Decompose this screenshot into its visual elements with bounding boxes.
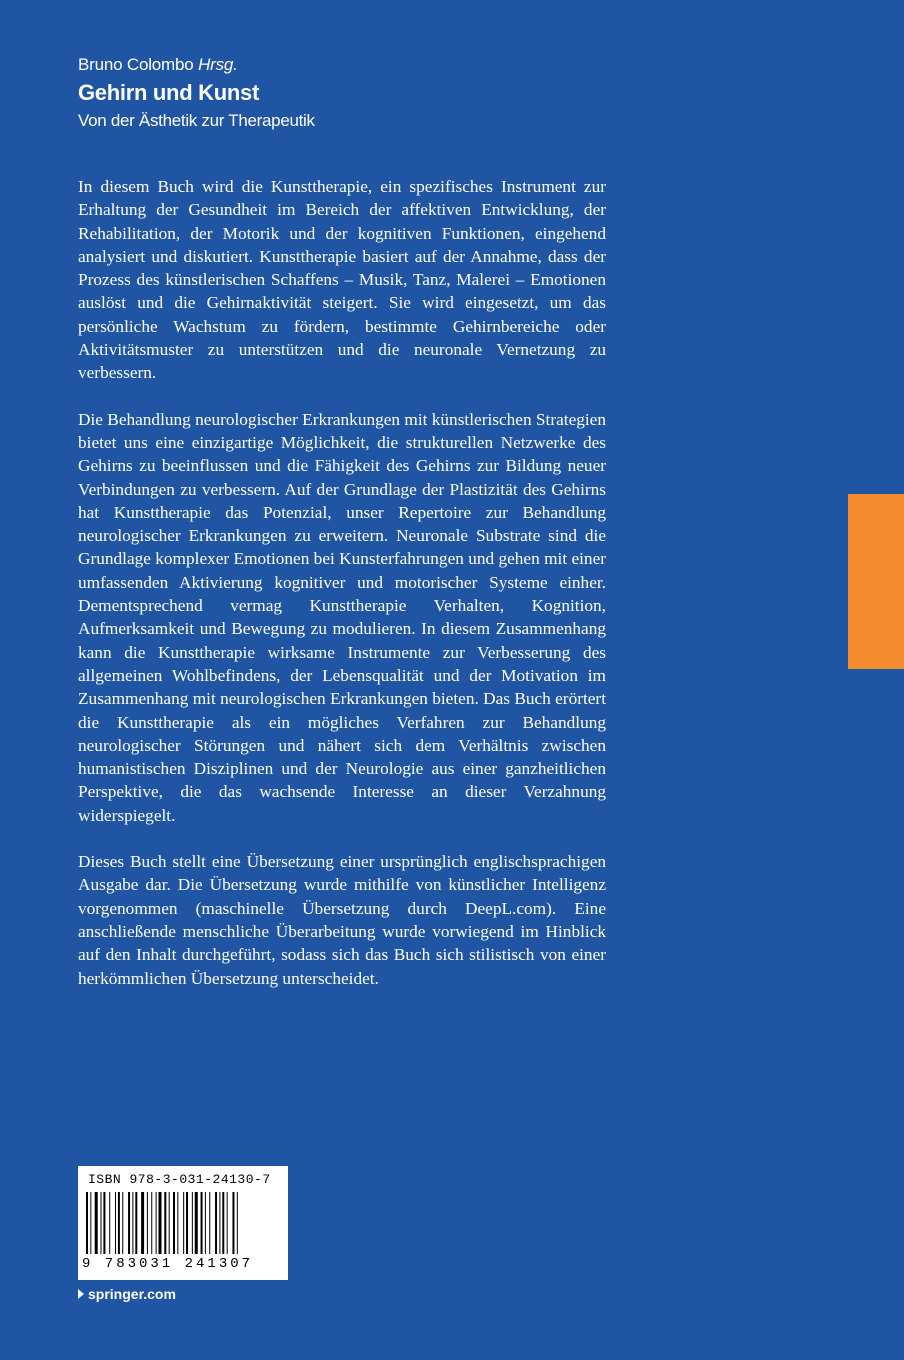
isbn-label: ISBN 978-3-031-24130-7: [88, 1172, 271, 1187]
cover-header: [78, 52, 638, 134]
book-title: Gehirn und Kunst: [78, 80, 259, 105]
barcode-bar: [118, 1192, 120, 1254]
arrow-right-icon: [78, 1289, 84, 1299]
publisher-link[interactable]: [78, 1286, 176, 1302]
editor-line: [78, 52, 638, 78]
barcode-bar: [192, 1192, 193, 1254]
barcode-bar: [128, 1192, 130, 1254]
barcode-bar: [183, 1192, 184, 1254]
barcode-bar: [209, 1192, 210, 1254]
blurb-paragraph: Die Behandlung neurologischer Erkrankungen mit künstlerischen Strategien bietet uns eine einzigartige Möglichkeit, die strukturellen Netzwerke des Gehirns zu beeinflussen und die Fähigkeit des Gehirns zur Bildung neuer Verbindungen zu verbessern. Auf der Grundlage der Plastizität des Gehirns hat Kunsttherapie das Potenzial, unser Repertoire zur Behandlung neurologischer Erkrankungen zu erweitern. Neuronale Substrate sind die Grundlage komplexer Emotionen bei Kunsterfahrungen und gehen mit einer umfassenden Aktivierung kognitiver und motorischer Systeme einher. Dementsprechend vermag Kunsttherapie Verhalten, Kognition, Aufmerksamkeit und Bewegung zu modulieren. In diesem Zusammenhang kann die Kunsttherapie wirksame Instrumente zur Verbesserung des allgemeinen Wohlbefindens, der Lebensqualität und der Motivation im Zusammenhang mit neurologischen Erkrankungen bieten. Das Buch erörtert die Kunsttherapie als ein mögliches Verfahren zur Behandlung neurologischer Störungen und nähert sich dem Verhältnis zwischen humanistischen Disziplinen und der Neurologie aus einer ganzheitlichen Perspektive, die das wachsende Interesse an dieser Verzahnung widerspiegelt.: [78, 409, 606, 825]
barcode-bar: [103, 1192, 105, 1254]
barcode-graphic: [86, 1192, 280, 1254]
editor-name: Bruno Colombo: [78, 55, 194, 74]
barcode-bar: [195, 1192, 198, 1254]
blurb-paragraph: Dieses Buch stellt eine Übersetzung einer ursprünglich englischsprachigen Ausgabe dar. Die Übersetzung wurde mithilfe von künstlicher Intelligenz vorgenommen (maschinelle Übersetzung durch DeepL.com). Eine anschließende menschliche Überarbeitung wurde vorwiegend im Hinblick auf den Inhalt durchgeführt, sodass sich das Buch sich stilistisch von einer herkömmlichen Übersetzung unterscheidet.: [78, 852, 606, 988]
barcode-bar: [227, 1192, 228, 1254]
barcode-bar: [147, 1192, 148, 1254]
editor-role: Hrsg.: [198, 55, 238, 74]
barcode-bar: [177, 1192, 178, 1254]
barcode-bar: [109, 1192, 110, 1254]
barcode-bar: [173, 1192, 175, 1254]
barcode-bar: [186, 1192, 188, 1254]
barcode-bar: [135, 1192, 137, 1254]
barcode-bar: [159, 1192, 162, 1254]
back-cover-blurb: [78, 175, 606, 1013]
barcode-bar: [215, 1192, 217, 1254]
publisher-site: springer.com: [88, 1286, 176, 1302]
barcode-bar: [122, 1192, 123, 1254]
barcode-digits: 9 783031 241307: [82, 1256, 254, 1272]
barcode-bar: [101, 1192, 102, 1254]
isbn-barcode: [78, 1166, 288, 1280]
barcode-bar: [232, 1192, 234, 1254]
barcode-bar: [156, 1192, 157, 1254]
barcode-bar: [86, 1192, 88, 1254]
barcode-bar: [151, 1192, 152, 1254]
barcode-bar: [237, 1192, 238, 1254]
barcode-bar: [164, 1192, 166, 1254]
barcode-bar: [132, 1192, 133, 1254]
barcode-bar: [90, 1192, 91, 1254]
blurb-paragraph: In diesem Buch wird die Kunsttherapie, ein spezifisches Instrument zur Erhaltung der Gesundheit im Bereich der affektiven Entwicklung, der Rehabilitation, der Motorik und der kognitiven Funktionen, eingehend analysiert und diskutiert. Kunsttherapie basiert auf der Annahme, dass der Prozess des künstlerischen Schaffens – Musik, Tanz, Malerei – Emotionen auslöst und die Gehirnaktivität steigert. Sie wird eingesetzt, um das persönliche Wachstum zu fördern, bestimmte Gehirnbereiche oder Aktivitätsmuster zu unterstützen und die neuronale Vernetzung zu verbessern.: [78, 177, 606, 383]
barcode-bar: [219, 1192, 220, 1254]
barcode-bar: [205, 1192, 206, 1254]
barcode-bar: [95, 1192, 98, 1254]
barcode-bar: [115, 1192, 116, 1254]
barcode-bar: [141, 1192, 144, 1254]
barcode-bar: [222, 1192, 224, 1254]
barcode-bar: [169, 1192, 170, 1254]
accent-tab: [848, 494, 904, 669]
barcode-bar: [201, 1192, 203, 1254]
book-subtitle: Von der Ästhetik zur Therapeutik: [78, 111, 315, 130]
